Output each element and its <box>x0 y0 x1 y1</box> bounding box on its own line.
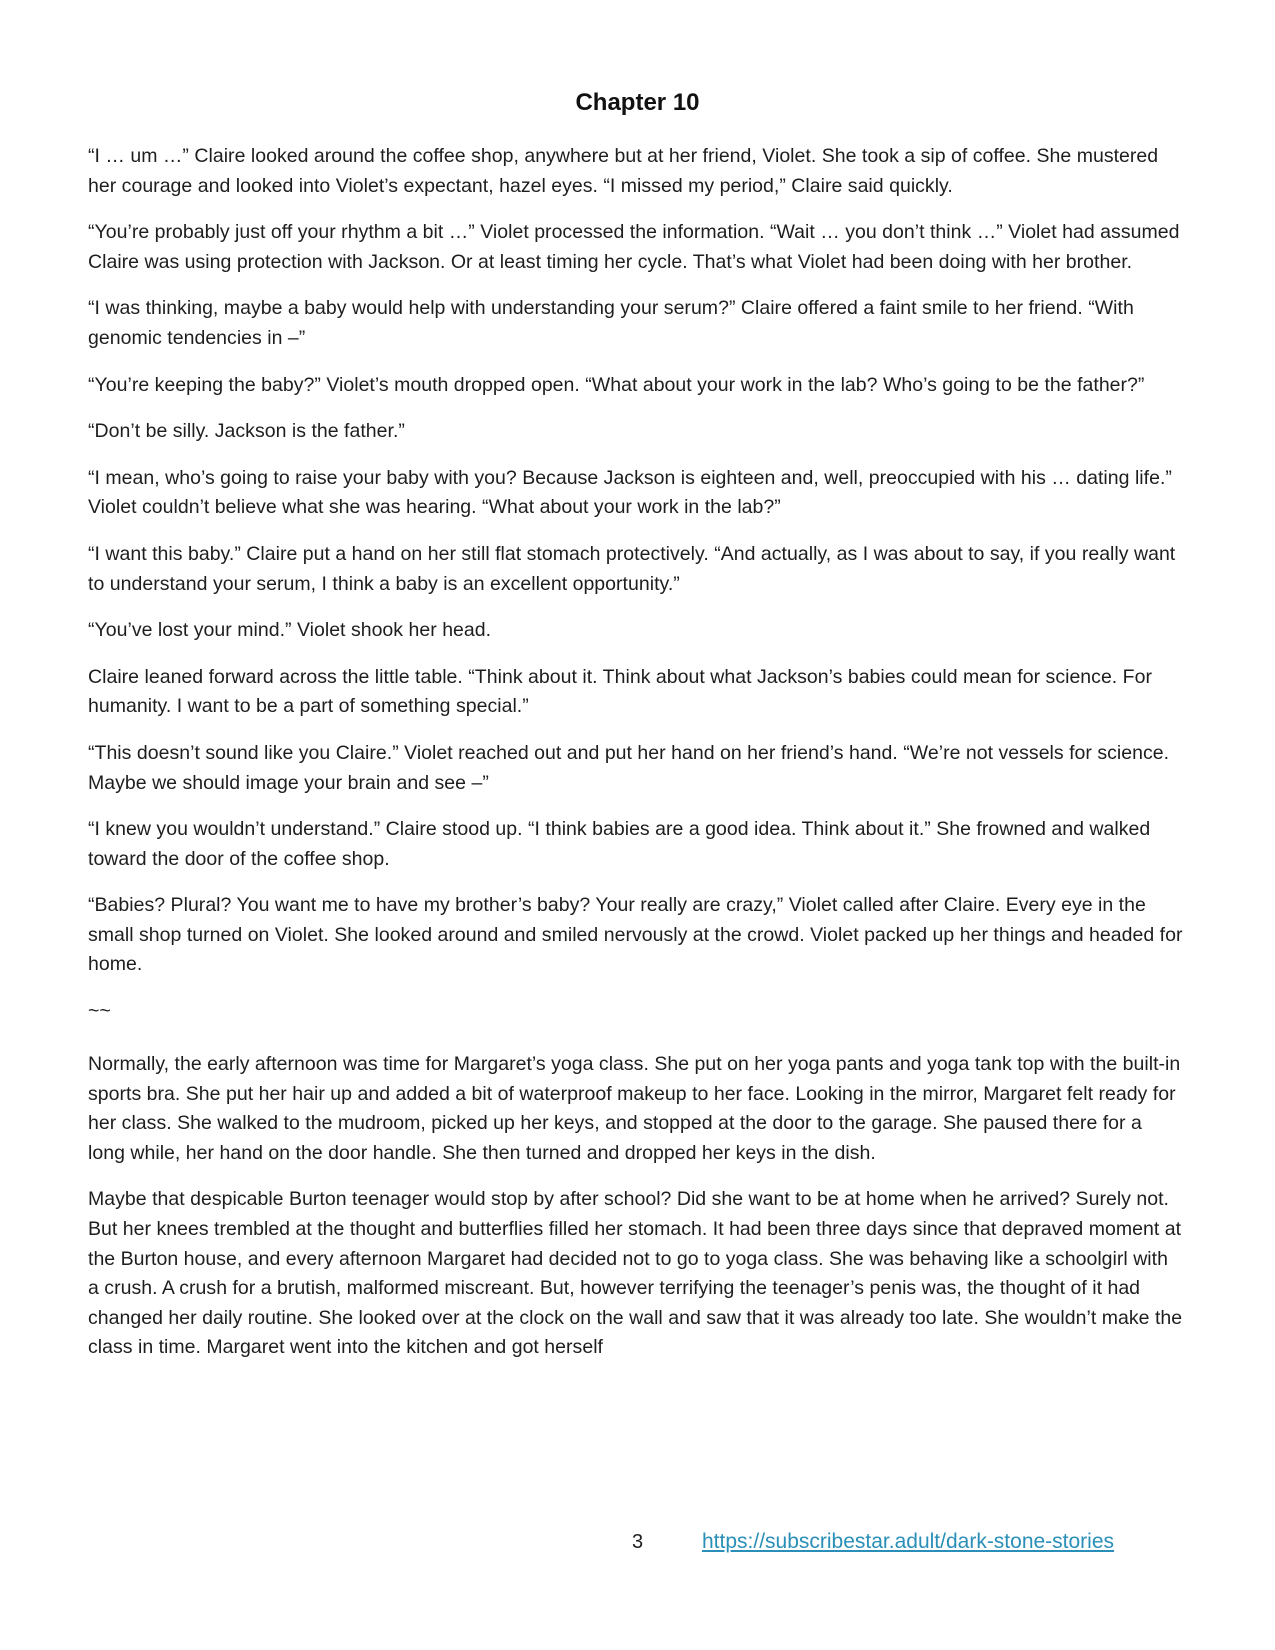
paragraph-13: Normally, the early afternoon was time for Margaret’s yoga class. She put on her yoga pants and yoga tank top with the built-in sports bra. She put her hair up and added a bit of waterproof makeup to her face. Looking in the mirror, Margaret felt ready for her class. She walked to the mudroom, picked up her keys, and stopped at the door to the garage. She paused there for a long while, her hand on the door handle. She then turned and dropped her keys in the dish. <box>88 1053 1181 1164</box>
page-footer <box>0 1528 1275 1558</box>
paragraph-10: “This doesn’t sound like you Claire.” Violet reached out and put her hand on her friend’s hand. “We’re not vessels for science. Maybe we should image your brain and see –” <box>88 741 1170 794</box>
scene-break: ~~ <box>88 1000 111 1023</box>
body-text <box>88 142 1184 1380</box>
paragraph-3: “I was thinking, maybe a baby would help with understanding your serum?” Claire offered a faint smile to her friend. “With genomic tendencies in –” <box>88 297 1134 349</box>
paragraph-5: “Don’t be silly. Jackson is the father.” <box>88 420 405 443</box>
paragraph-4: “You’re keeping the baby?” Violet’s mouth dropped open. “What about your work in the lab? Who’s going to be the father?” <box>88 373 1145 396</box>
subscribestar-link[interactable]: https://subscribestar.adult/dark-stone-stories <box>702 1530 1115 1553</box>
paragraph-7: “I want this baby.” Claire put a hand on her still flat stomach protectively. “And actually, as I was about to say, if you really want to understand your serum, I think a baby is an excellent opportunity.” <box>88 542 1176 595</box>
page-number: 3 <box>632 1531 644 1553</box>
chapter-title: Chapter 10 <box>575 89 700 116</box>
paragraph-8: “You’ve lost your mind.” Violet shook her head. <box>88 619 492 642</box>
paragraph-14: Maybe that despicable Burton teenager would stop by after school? Did she want to be at home when he arrived? Surely not. But her knees trembled at the thought and butterflies filled her stomach. It had been three days since that depraved moment at the Burton house, and every afternoon Margaret had decided not to go to yoga class. She was behaving like a schoolgirl with a crush. A crush for a brutish, malformed miscreant. But, however terrifying the teenager’s penis was, the thought of it had changed her daily routine. She looked over at the clock on the wall and saw that it was already too late. She wouldn’t make the class in time. Margaret went into the kitchen and got herself <box>88 1188 1183 1359</box>
paragraph-11: “I knew you wouldn’t understand.” Claire stood up. “I think babies are a good idea. Think about it.” She frowned and walked toward the door of the coffee shop. <box>88 818 1151 870</box>
paragraph-1: “I … um …” Claire looked around the coffee shop, anywhere but at her friend, Violet. She took a sip of coffee. She mustered her courage and looked into Violet’s expectant, hazel eyes. “I missed my period,” Claire said quickly. <box>88 145 1159 197</box>
paragraph-12: “Babies? Plural? You want me to have my brother’s baby? Your really are crazy,” Violet called after Claire. Every eye in the small shop turned on Violet. She looked around and smiled nervously at the crowd. Violet packed up her things and headed for home. <box>88 894 1183 976</box>
paragraph-6: “I mean, who’s going to raise your baby with you? Because Jackson is eighteen and, well, preoccupied with his … dating life.” Violet couldn’t believe what she was hearing. “What about your work in the lab?” <box>88 466 1172 519</box>
paragraph-2: “You’re probably just off your rhythm a bit …” Violet processed the information. “Wait … you don’t think …” Violet had assumed Claire was using protection with Jackson. Or at least timing her cycle. That’s what Violet had been doing with her brother. <box>88 221 1180 273</box>
paragraph-9: Claire leaned forward across the little table. “Think about it. Think about what Jackson’s babies could mean for science. For humanity. I want to be a part of something special.” <box>88 665 1152 718</box>
